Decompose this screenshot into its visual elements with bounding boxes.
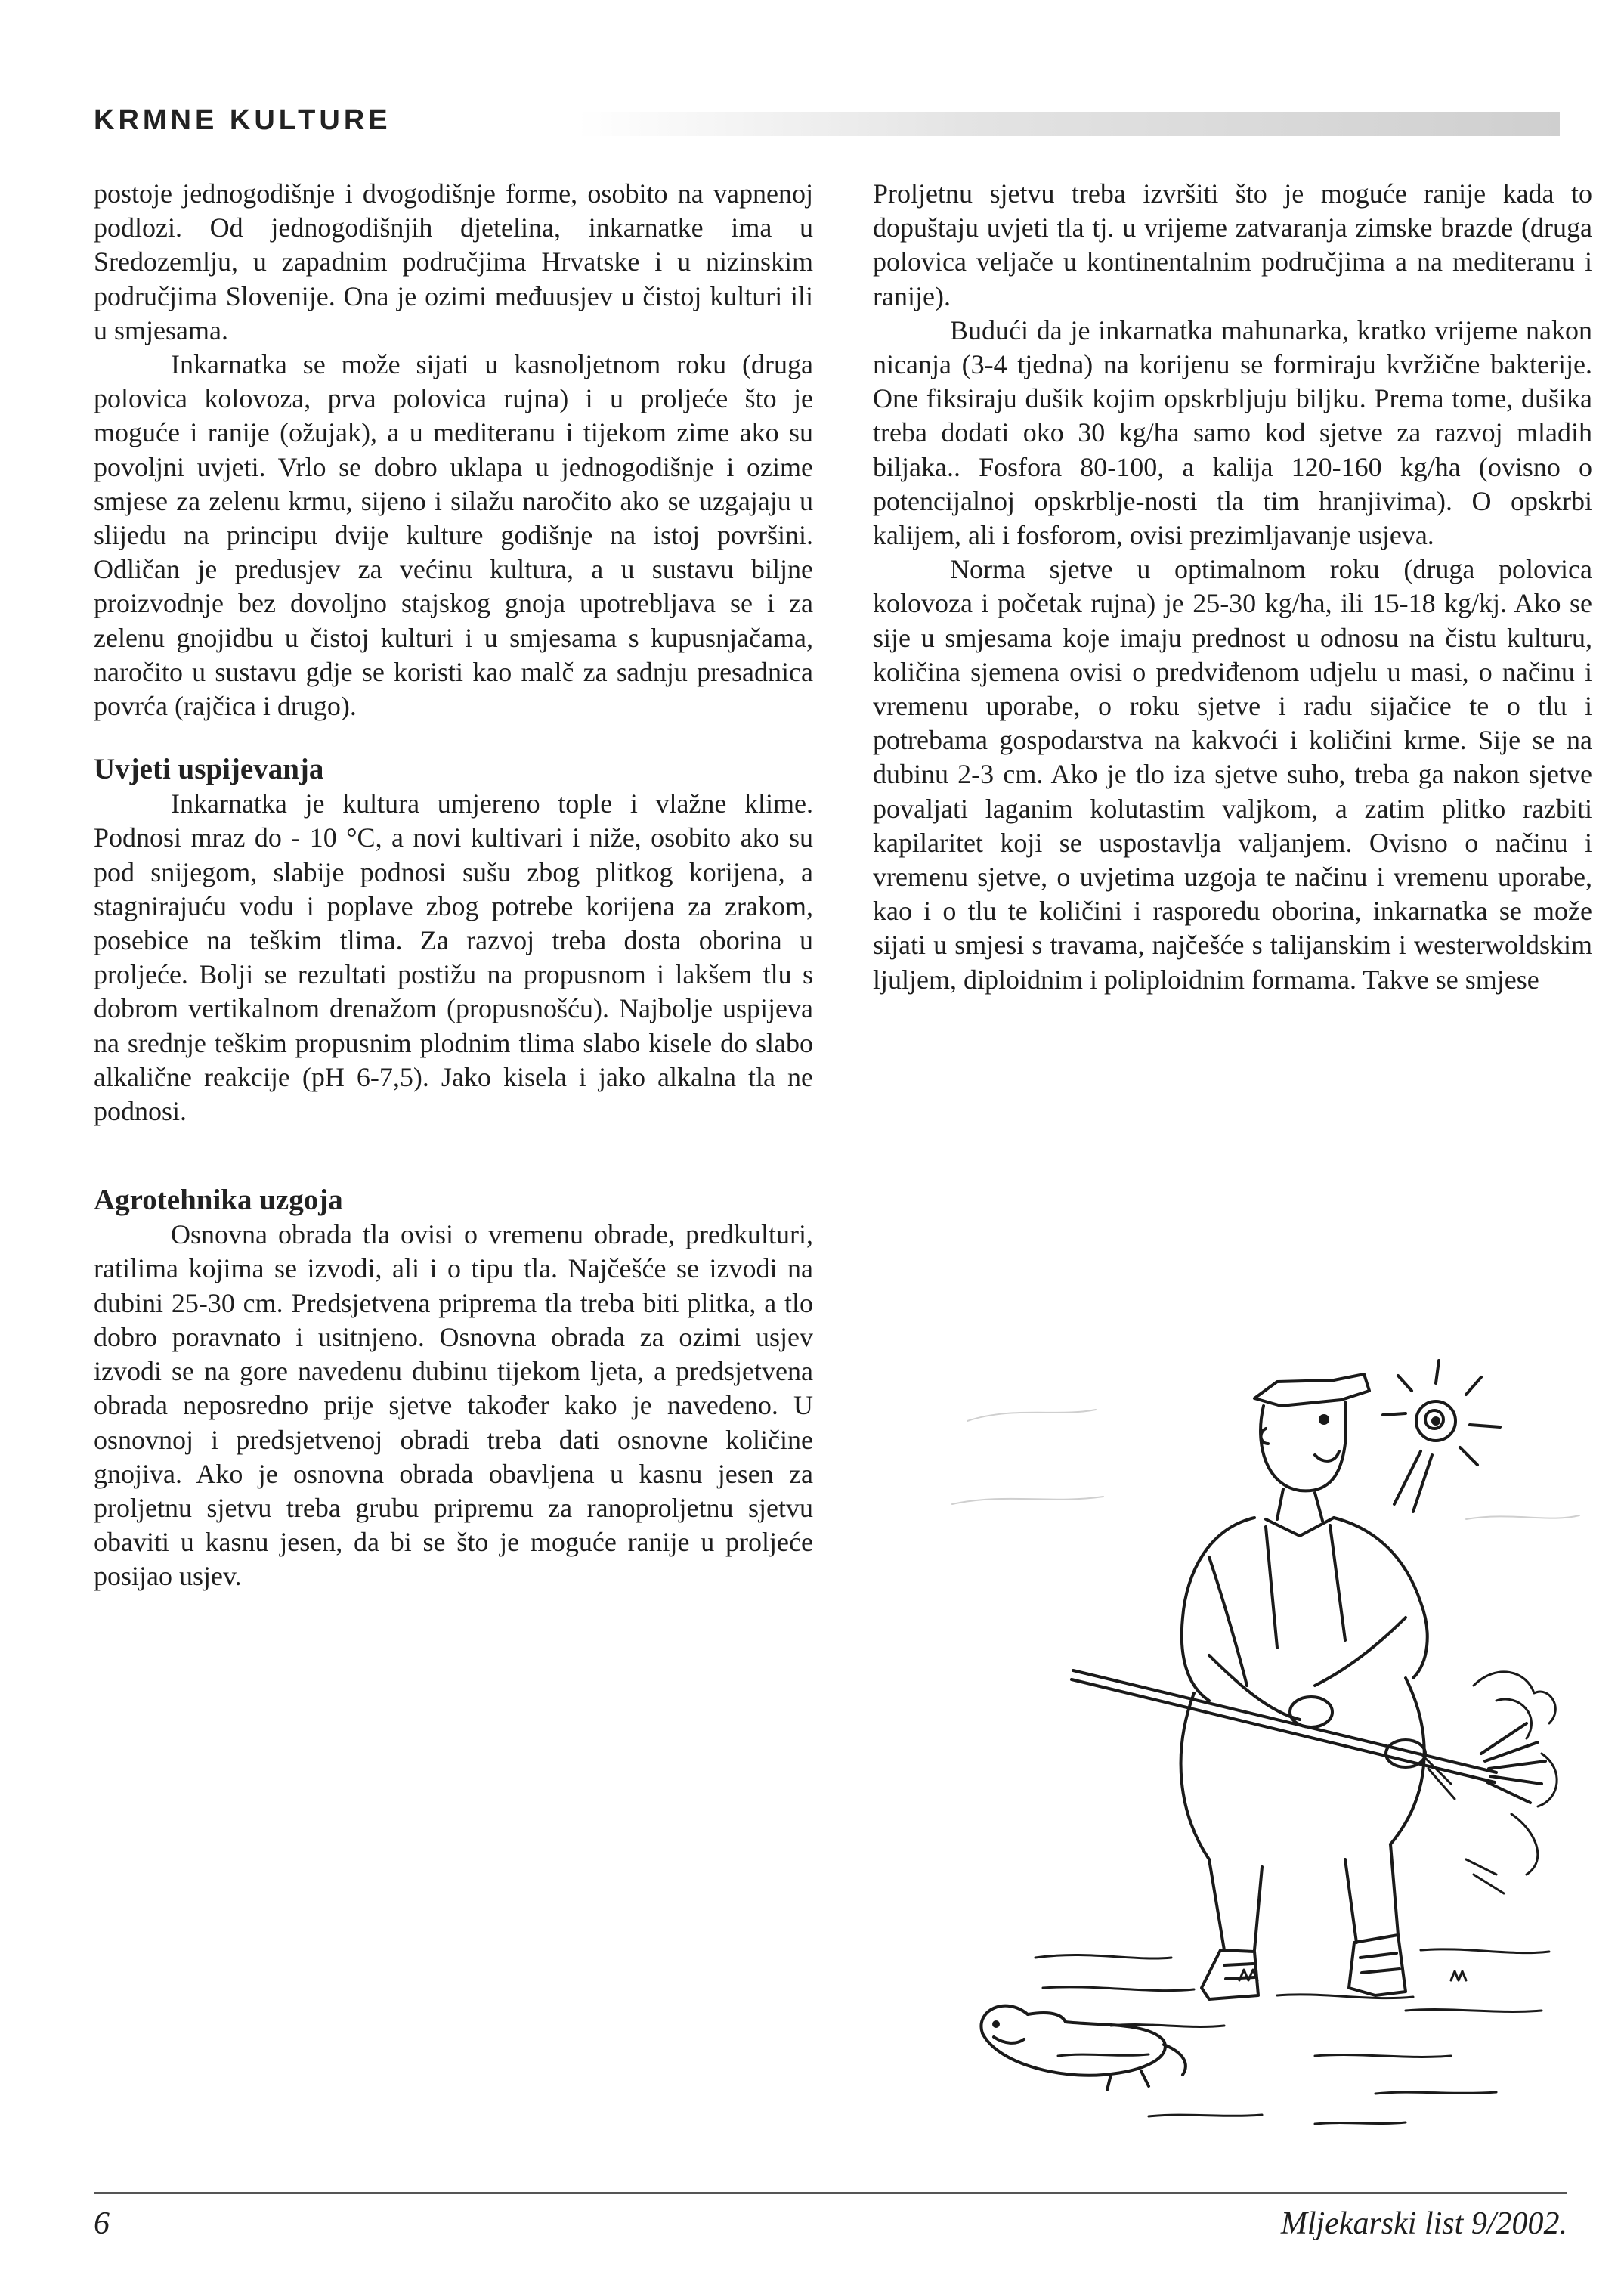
right-column — [873, 177, 1592, 1447]
left-column — [94, 177, 813, 2187]
paragraph: Norma sjetve u optimalnom roku (druga polovica kolovoza i početak rujna) je 25-30 kg/ha, ili 15-18 kg/kj. Ako se sije u smjesama koje imaju prednost u odnosu na čistu kulturu, količina sjemena ovisi o predviđenom udjelu u masi, o načinu i vremenu uporabe, o roku sjetve i radu sijačice te o tlu i potrebama gospodarstva na kakvoći i količini krme. Sije se na dubinu 2-3 cm. Ako je tlo iza sjetve suho, treba ga nakon sjetve povaljati laganim kolutastim valjkom, a zatim plitko razbiti kapilaritet koji se uspostavlja valjanjem. Ovisno o načinu i vremenu sjetve, o uvjetima uzgoja te načinu i vremenu uporabe, kao i o tlu te količini i rasporedu oborina, inkarnatka se može sijati u smjesi s travama, najčešće s talijanskim i westerwoldskim ljuljem, diploidnim i poliploidnim formama. Takve se smjese — [873, 554, 1592, 995]
farmer-raking-illustration — [922, 1330, 1587, 2200]
sun-icon — [1383, 1361, 1500, 1512]
farmer-figure — [1181, 1374, 1428, 1999]
ground-strokes — [1035, 1949, 1549, 2124]
heading-uvjeti-uspijevanja: Uvjeti uspijevanja — [94, 753, 324, 786]
page-header — [94, 104, 1567, 142]
footer-rule — [94, 2192, 1567, 2194]
header-decorative-band — [577, 112, 1560, 136]
paragraph: Inkarnatka je kultura umjereno tople i vlažne klime. Podnosi mraz do - 10 °C, a novi kultivari i niže, osobito ako su pod snijegom, slabije podnosi sušu zbog plitkog korijena, a stagnirajuću vodu i poplave zbog potrebe korijena za zrakom, posebice na teškim tlima. Za razvoj treba dosta oborina u proljeće. Bolji se rezultati postižu na propusnom i lakšem tlu s dobrom vertikalnom drenažom (propusnošću). Najbolje uspijeva na srednje teškim propusnim plodnim tlima slabo kisele do slabo alkalične reakcije (pH 6-7,5). Jako kisela i jako alkalna tla ne podnosi. — [94, 788, 813, 1127]
publication-info: Mljekarski list 9/2002. — [1280, 2206, 1567, 2241]
paragraph: Inkarnatka se može sijati u kasnoljetnom roku (druga polovica kolovoza, prva polovica rujna) i u proljeće što je moguće i ranije (ožujak), a u mediteranu i tijekom zime ako su povoljni uvjeti. Vrlo se dobro uklapa u jednogodišnje i ozime smjese za zelenu krmu, sijeno i silažu naročito ako se uzgajaju u slijedu na principu dvije kulture godišnje na istoj površini. Odličan je predusjev za većinu kultura, a u sustavu biljne proizvodnje bez dovoljno stajskog gnoja upotrebljava se i za zelenu gnojidbu u čistoj kulturi i u smjesama s kupusnjačama, naročito u sustavu gdje se koristi kao malč za sadnju presadnica povrća (rajčica i drugo). — [94, 349, 813, 722]
paragraph: Osnovna obrada tla ovisi o vremenu obrade, predkulturi, ratilima kojima se izvodi, ali i o tipu tla. Najčešće se izvodi na dubini 25-30 cm. Predsjetvena priprema tla treba biti plitka, a tlo dobro poravnato i usitnjeno. Osnovna obrada za ozimi usjev izvodi se na gore navedenu dubinu tijekom ljeta, a predsjetvena obrada neposredno prije sjetve također kako je navedeno. U osnovnoj i predsjetvenoj obradi treba dati osnovne količine gnojiva. Ako je osnovna obrada obavljena u kasnu jesen za proljetnu sjetvu treba grubu pripremu za ranoproljetnu sjetvu obaviti u kasnu jesen, da bi se što je moguće ranije u proljeće posijao usjev. — [94, 1219, 813, 1592]
section-title: KRMNE KULTURE — [94, 104, 391, 136]
heading-agrotehnika-uzgoja: Agrotehnika uzgoja — [94, 1184, 343, 1217]
paragraph: Budući da je inkarnatka mahunarka, kratko vrijeme nakon nicanja (3-4 tjedna) na korijenu se formiraju kvržične bakterije. One fiksiraju dušik kojim opskrbljuju biljku. Prema tome, dušika treba dodati oko 30 kg/ha samo kod sjetve za razvoj mladih biljaka.. Fosfora 80-100, a kalija 120-160 kg/ha (ovisno o potencijalnoj opskrblje-nosti tla tim hranjivima). O opskrbi kalijem, ali i fosforom, ovisi prezimljavanje usjeva. — [873, 314, 1592, 551]
dog-figure — [981, 2006, 1185, 2090]
paragraph: postoje jednogodišnje i dvogodišnje forme, osobito na vapnenoj podlozi. Od jednogodišnjih djetelina, inkarnatke ima u Sredozemlju, u zapadnim područjima Hrvatske i u nizinskim područjima Slovenije. Ona je ozimi međuusjev u čistoj kulturi ili u smjesama. — [94, 178, 813, 345]
page-number: 6 — [94, 2206, 110, 2241]
rake-icon — [1072, 1670, 1545, 1803]
paragraph: Proljetnu sjetvu treba izvršiti što je moguće ranije kada to dopuštaju uvjeti tla tj. u vrijeme zatvaranja zimske brazde (druga polovica veljače u kontinentalnim područjima a na mediteranu i ranije). — [873, 178, 1592, 311]
